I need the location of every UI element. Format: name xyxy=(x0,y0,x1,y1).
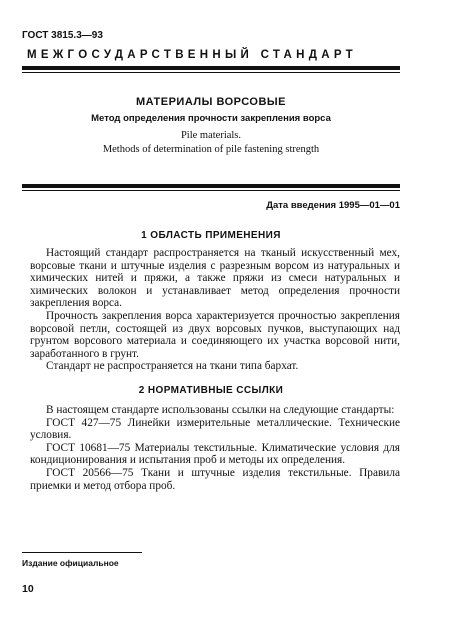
document-subtitle-en: Methods of determination of pile fastening strength xyxy=(102,144,320,155)
document-title-ru: МАТЕРИАЛЫ ВОРСОВЫЕ xyxy=(135,96,287,108)
section-1-heading: 1 ОБЛАСТЬ ПРИМЕНЕНИЯ xyxy=(141,230,281,241)
footnote-rule xyxy=(22,552,142,553)
top-rule-thick xyxy=(22,66,400,70)
section-2-paragraph: ГОСТ 427—75 Линейки измерительные металлические. Технические условия. xyxy=(30,416,400,442)
document-title-en: Pile materials. xyxy=(180,130,242,141)
document-subtitle-ru: Метод определения прочности закрепления ворса xyxy=(91,113,331,124)
section-1-paragraph: Прочность закрепления ворса характеризуется прочностью закрепления ворсовой петли, состоящей из двух ворсовых пучков, выступающих над грунтом ворсового материала и соединяющего их участка ворсовой нити, заработанного в грунт. xyxy=(30,309,400,360)
interstate-standard-label: МЕЖГОСУДАРСТВЕННЫЙ СТАНДАРТ xyxy=(27,49,357,61)
top-rule-thin xyxy=(22,72,400,73)
section-1-body xyxy=(30,247,400,373)
section-1-paragraph: Настоящий стандарт распространяется на тканый искусственный мех, ворсовые ткани и штучные изделия с разрезным ворсом из натуральных и химических нитей и пряжи, а также пряжи из смеси натуральных и химических волокон и устанавливает метод определения прочности закрепления ворса. xyxy=(30,247,400,310)
section-2-paragraph: В настоящем стандарте использованы ссылки на следующие стандарты: xyxy=(46,404,395,416)
section-2-paragraph: ГОСТ 10681—75 Материалы текстильные. Климатические условия для кондиционирования и испытания проб и методы их определения. xyxy=(30,441,400,467)
section-2-paragraph: ГОСТ 20566—75 Ткани и штучные изделия текстильные. Правила приемки и метод отбора проб. xyxy=(30,466,400,492)
effective-date: Дата введения 1995—01—01 xyxy=(266,200,400,211)
section-2-body xyxy=(30,404,400,492)
title-rule-thick xyxy=(22,184,400,188)
gost-code: ГОСТ 3815.3—93 xyxy=(22,30,103,41)
page-number: 10 xyxy=(22,583,34,595)
section-1-paragraph: Стандарт не распространяется на ткани типа бархат. xyxy=(46,360,299,373)
section-2-heading: 2 НОРМАТИВНЫЕ ССЫЛКИ xyxy=(138,385,284,396)
official-edition-label: Издание официальное xyxy=(22,558,119,568)
title-rule-thin xyxy=(22,190,400,191)
